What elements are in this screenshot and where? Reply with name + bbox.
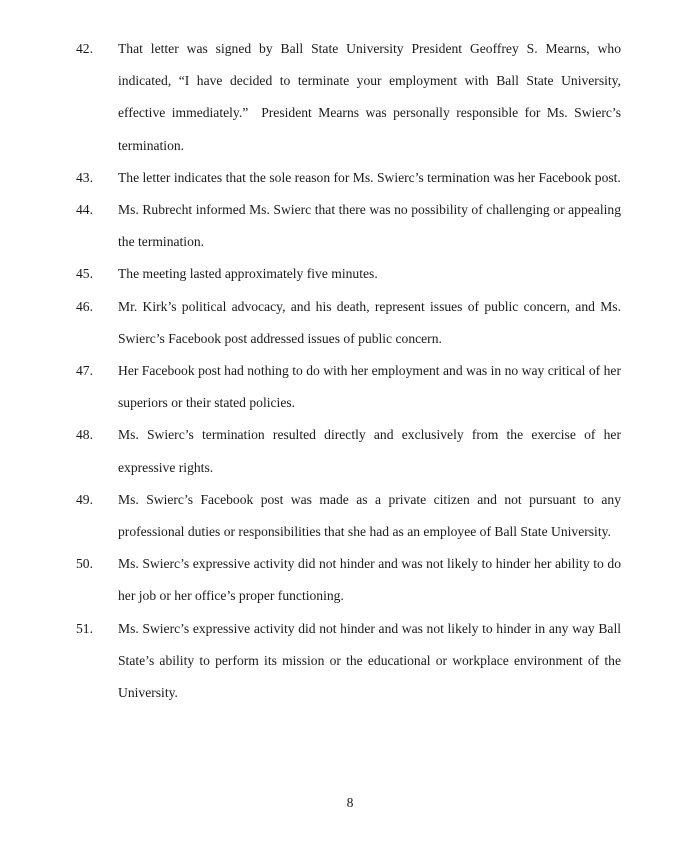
paragraph-47: [76, 355, 621, 419]
paragraph-51: [76, 613, 621, 710]
paragraph-43: [76, 162, 621, 194]
paragraph-number: 47.: [76, 363, 93, 379]
paragraph-number: 51.: [76, 620, 93, 636]
paragraph-number: 44.: [76, 202, 93, 218]
page-number: 8: [346, 795, 354, 810]
paragraph-number: 48.: [76, 427, 93, 443]
paragraph-number: 49.: [76, 491, 93, 507]
paragraph-text: The letter indicates that the sole reason for Ms. Swierc’s termination was her Facebook post.: [118, 169, 621, 185]
paragraph-text: The meeting lasted approximately five minutes.: [118, 266, 378, 282]
paragraph-46: [76, 291, 621, 355]
paragraph-text: Her Facebook post had nothing to do with her employment and was in no way critical of her superiors or their stated policies.: [118, 363, 621, 411]
numbered-paragraphs: [76, 33, 621, 709]
paragraph-text: Mr. Kirk’s political advocacy, and his death, represent issues of public concern, and Ms. Swierc’s Facebook post addressed issues of public concern.: [118, 298, 621, 346]
paragraph-48: [76, 419, 621, 483]
paragraph-text: Ms. Rubrecht informed Ms. Swierc that there was no possibility of challenging or appealing the termination.: [118, 202, 621, 250]
paragraph-number: 42.: [76, 41, 93, 56]
paragraph-49: [76, 484, 621, 548]
paragraph-number: 50.: [76, 556, 93, 572]
paragraph-number: 46.: [76, 298, 93, 314]
paragraph-text: Ms. Swierc’s expressive activity did not hinder and was not likely to hinder her ability to do her job or her office’s proper functioning.: [118, 556, 621, 604]
paragraph-42: [76, 33, 621, 162]
paragraph-text: Ms. Swierc’s expressive activity did not hinder and was not likely to hinder in any way Ball State’s ability to perform its mission or the educational or workplace environment of the University.: [118, 620, 621, 701]
paragraph-50: [76, 548, 621, 612]
paragraph-text: Ms. Swierc’s Facebook post was made as a private citizen and not pursuant to any professional duties or responsibilities that she had as an employee of Ball State University.: [118, 491, 621, 540]
paragraph-45: [76, 258, 621, 290]
paragraph-44: [76, 194, 621, 258]
paragraph-number: 43.: [76, 169, 93, 185]
paragraph-text: Ms. Swierc’s termination resulted directly and exclusively from the exercise of her expressive rights.: [118, 427, 621, 475]
paragraph-text: That letter was signed by Ball State University President Geoffrey S. Mearns, who indicated, “I have decided to terminate your employment with Ball State University, effective immediately.” President Mearns was personally responsible for Ms. Swierc’s termination.: [118, 41, 621, 153]
paragraph-number: 45.: [76, 266, 93, 282]
